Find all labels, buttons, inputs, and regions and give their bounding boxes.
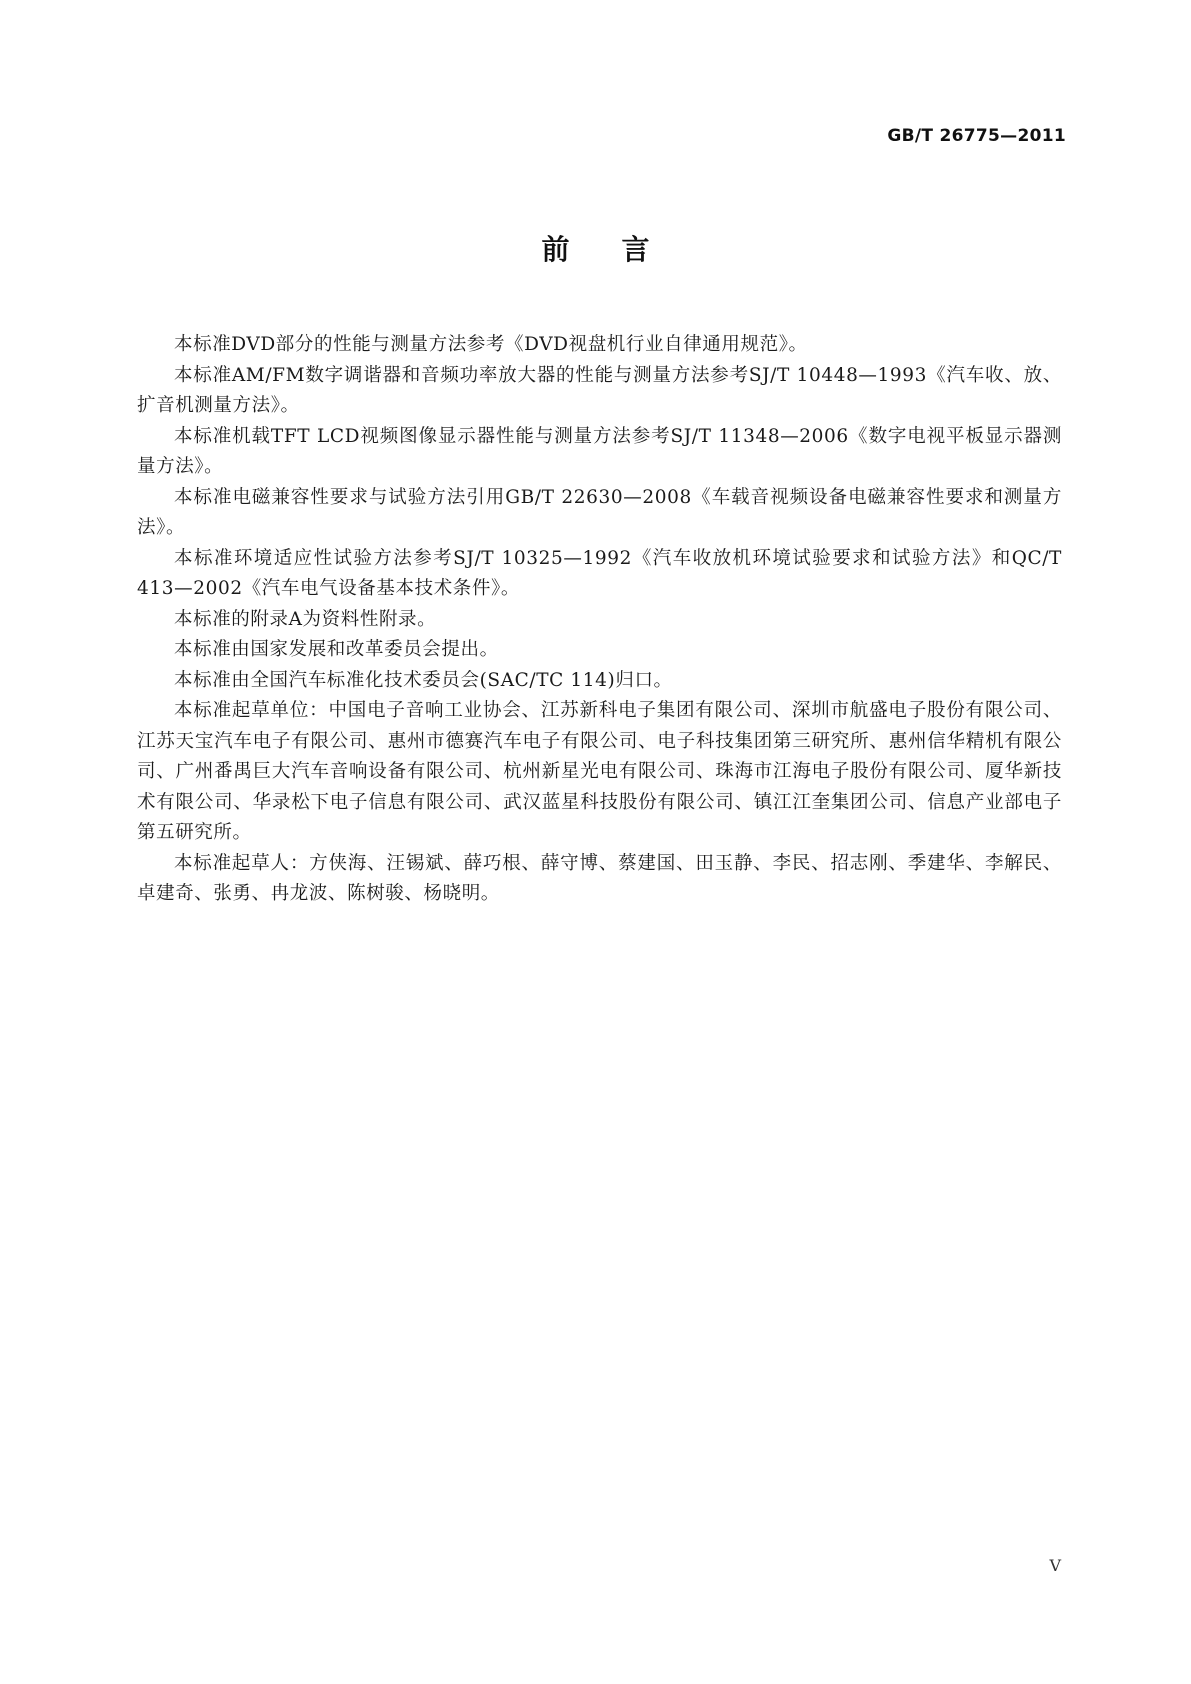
- paragraph: 本标准机载TFT LCD视频图像显示器性能与测量方法参考SJ/T 11348—2006《数字电视平板显示器测量方法》。: [137, 425, 1062, 477]
- paragraph: 本标准电磁兼容性要求与试验方法引用GB/T 22630—2008《车载音视频设备电磁兼容性要求和测量方法》。: [137, 486, 1062, 538]
- page-title: 前言: [541, 233, 702, 266]
- paragraph: 本标准起草单位：中国电子音响工业协会、江苏新科电子集团有限公司、深圳市航盛电子股份有限公司、江苏天宝汽车电子有限公司、惠州市德赛汽车电子有限公司、电子科技集团第三研究所、惠州信华精机有限公司、广州番禺巨大汽车音响设备有限公司、杭州新星光电有限公司、珠海市江海电子股份有限公司、厦华新技术有限公司、华录松下电子信息有限公司、武汉蓝星科技股份有限公司、镇江江奎集团公司、信息产业部电子第五研究所。: [137, 700, 1062, 843]
- page-number: V: [1049, 1556, 1061, 1575]
- paragraph: 本标准由全国汽车标准化技术委员会(SAC/TC 114)归口。: [174, 669, 673, 691]
- paragraph: 本标准AM/FM数字调谐器和音频功率放大器的性能与测量方法参考SJ/T 10448—1993《汽车收、放、扩音机测量方法》。: [137, 364, 1062, 416]
- paragraph: 本标准由国家发展和改革委员会提出。: [174, 639, 499, 660]
- paragraph: 本标准的附录A为资料性附录。: [174, 608, 437, 630]
- paragraph: 本标准起草人：方侠海、汪锡斌、薛巧根、薛守博、蔡建国、田玉静、李民、招志刚、季建华、李解民、卓建奇、张勇、冉龙波、陈树骏、杨晓明。: [137, 852, 1062, 904]
- foreword-body: [137, 330, 1062, 910]
- paragraph: 本标准环境适应性试验方法参考SJ/T 10325—1992《汽车收放机环境试验要求和试验方法》和QC/T 413—2002《汽车电气设备基本技术条件》。: [137, 547, 1062, 599]
- standard-code: GB/T 26775—2011: [887, 126, 1066, 146]
- paragraph: 本标准DVD部分的性能与测量方法参考《DVD视盘机行业自律通用规范》。: [174, 334, 808, 355]
